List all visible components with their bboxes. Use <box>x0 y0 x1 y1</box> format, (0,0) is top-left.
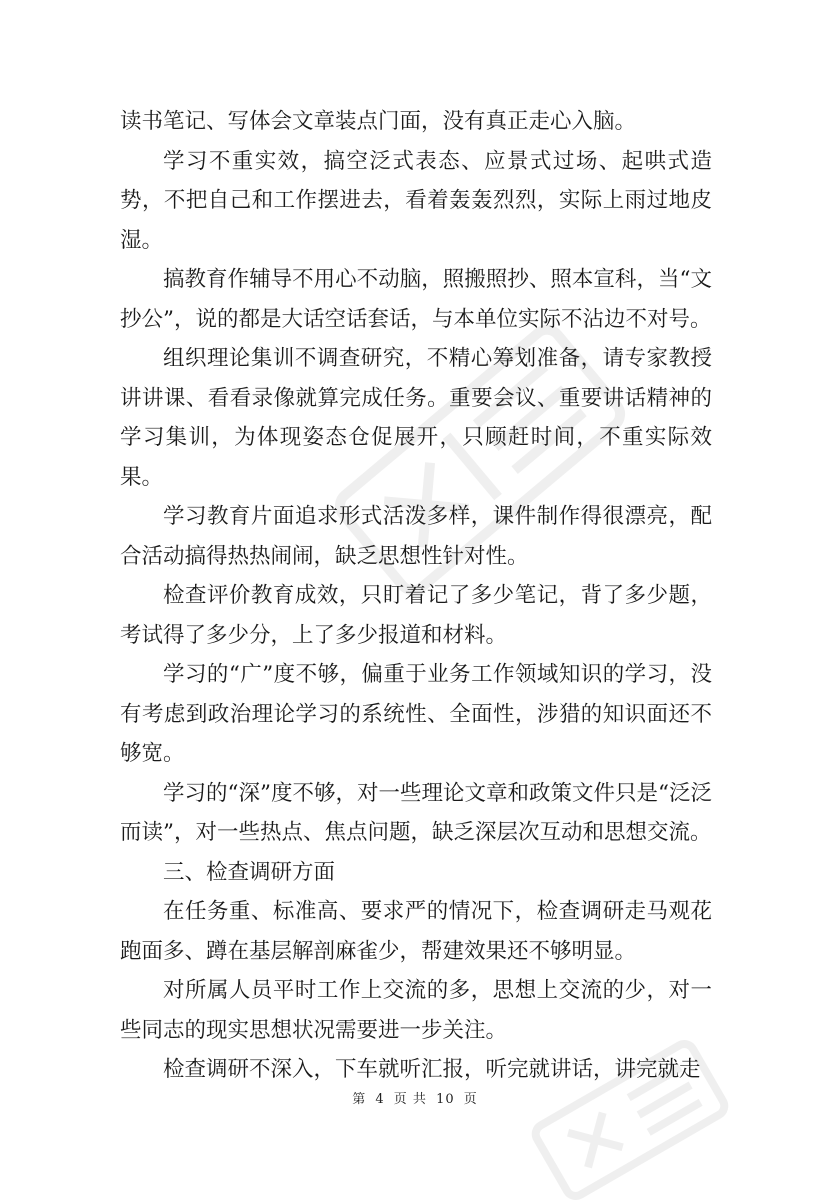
paragraph-8: 学习的“深”度不够，对一些理论文章和政策文件只是“泛泛而读”，对一些热点、焦点问题，缺乏深层次互动和思想交流。 <box>120 780 712 845</box>
paragraph-1: 读书笔记、写体会文章装点门面，没有真正走心入脑。 <box>120 109 637 134</box>
section-heading: 三、检查调研方面 <box>163 859 336 885</box>
footer-current-page: 4 <box>375 1092 385 1107</box>
paragraph-11: 检查调研不深入，下车就听汇报，听完就讲话，讲完就走 <box>163 1057 701 1082</box>
footer-total-pages: 10 <box>436 1092 455 1107</box>
paragraph-5: 学习教育片面追求形式活泼多样，课件制作得很漂亮，配合活动搞得热热闹闹，缺乏思想性针对性。 <box>120 504 712 569</box>
paragraph-6: 检查评价教育成效，只盯着记了多少笔记，背了多少题，考试得了多少分，上了多少报道和材料。 <box>120 583 712 648</box>
paragraph-9: 在任务重、标准高、要求严的情况下，检查调研走马观花跑面多、蹲在基层解剖麻雀少，帮建效果还不够明显。 <box>120 899 712 964</box>
document-body <box>120 102 712 1090</box>
footer-middle: 页 共 <box>393 1092 427 1107</box>
page-footer <box>0 1088 830 1107</box>
paragraph-4: 组织理论集训不调查研究，不精心筹划准备，请专家教授讲讲课、看看录像就算完成任务。重要会议、重要讲话精神的学习集训，为体现姿态仓促展开，只顾赶时间，不重实际效果。 <box>120 346 712 490</box>
footer-suffix: 页 <box>463 1092 478 1107</box>
paragraph-10: 对所属人员平时工作上交流的多，思想上交流的少，对一些同志的现实思想状况需要进一步关注。 <box>120 978 712 1043</box>
footer-prefix: 第 <box>352 1092 367 1107</box>
paragraph-3: 搞教育作辅导不用心不动脑，照搬照抄、照本宣科，当“文抄公”，说的都是大话空话套话，与本单位实际不沾边不对号。 <box>120 267 712 332</box>
paragraph-2: 学习不重实效，搞空泛式表态、应景式过场、起哄式造势，不把自己和工作摆进去，看着轰轰烈烈，实际上雨过地皮湿。 <box>120 148 712 253</box>
paragraph-7: 学习的“广”度不够，偏重于业务工作领域知识的学习，没有考虑到政治理论学习的系统性、全面性，涉猎的知识面还不够宽。 <box>120 662 712 766</box>
